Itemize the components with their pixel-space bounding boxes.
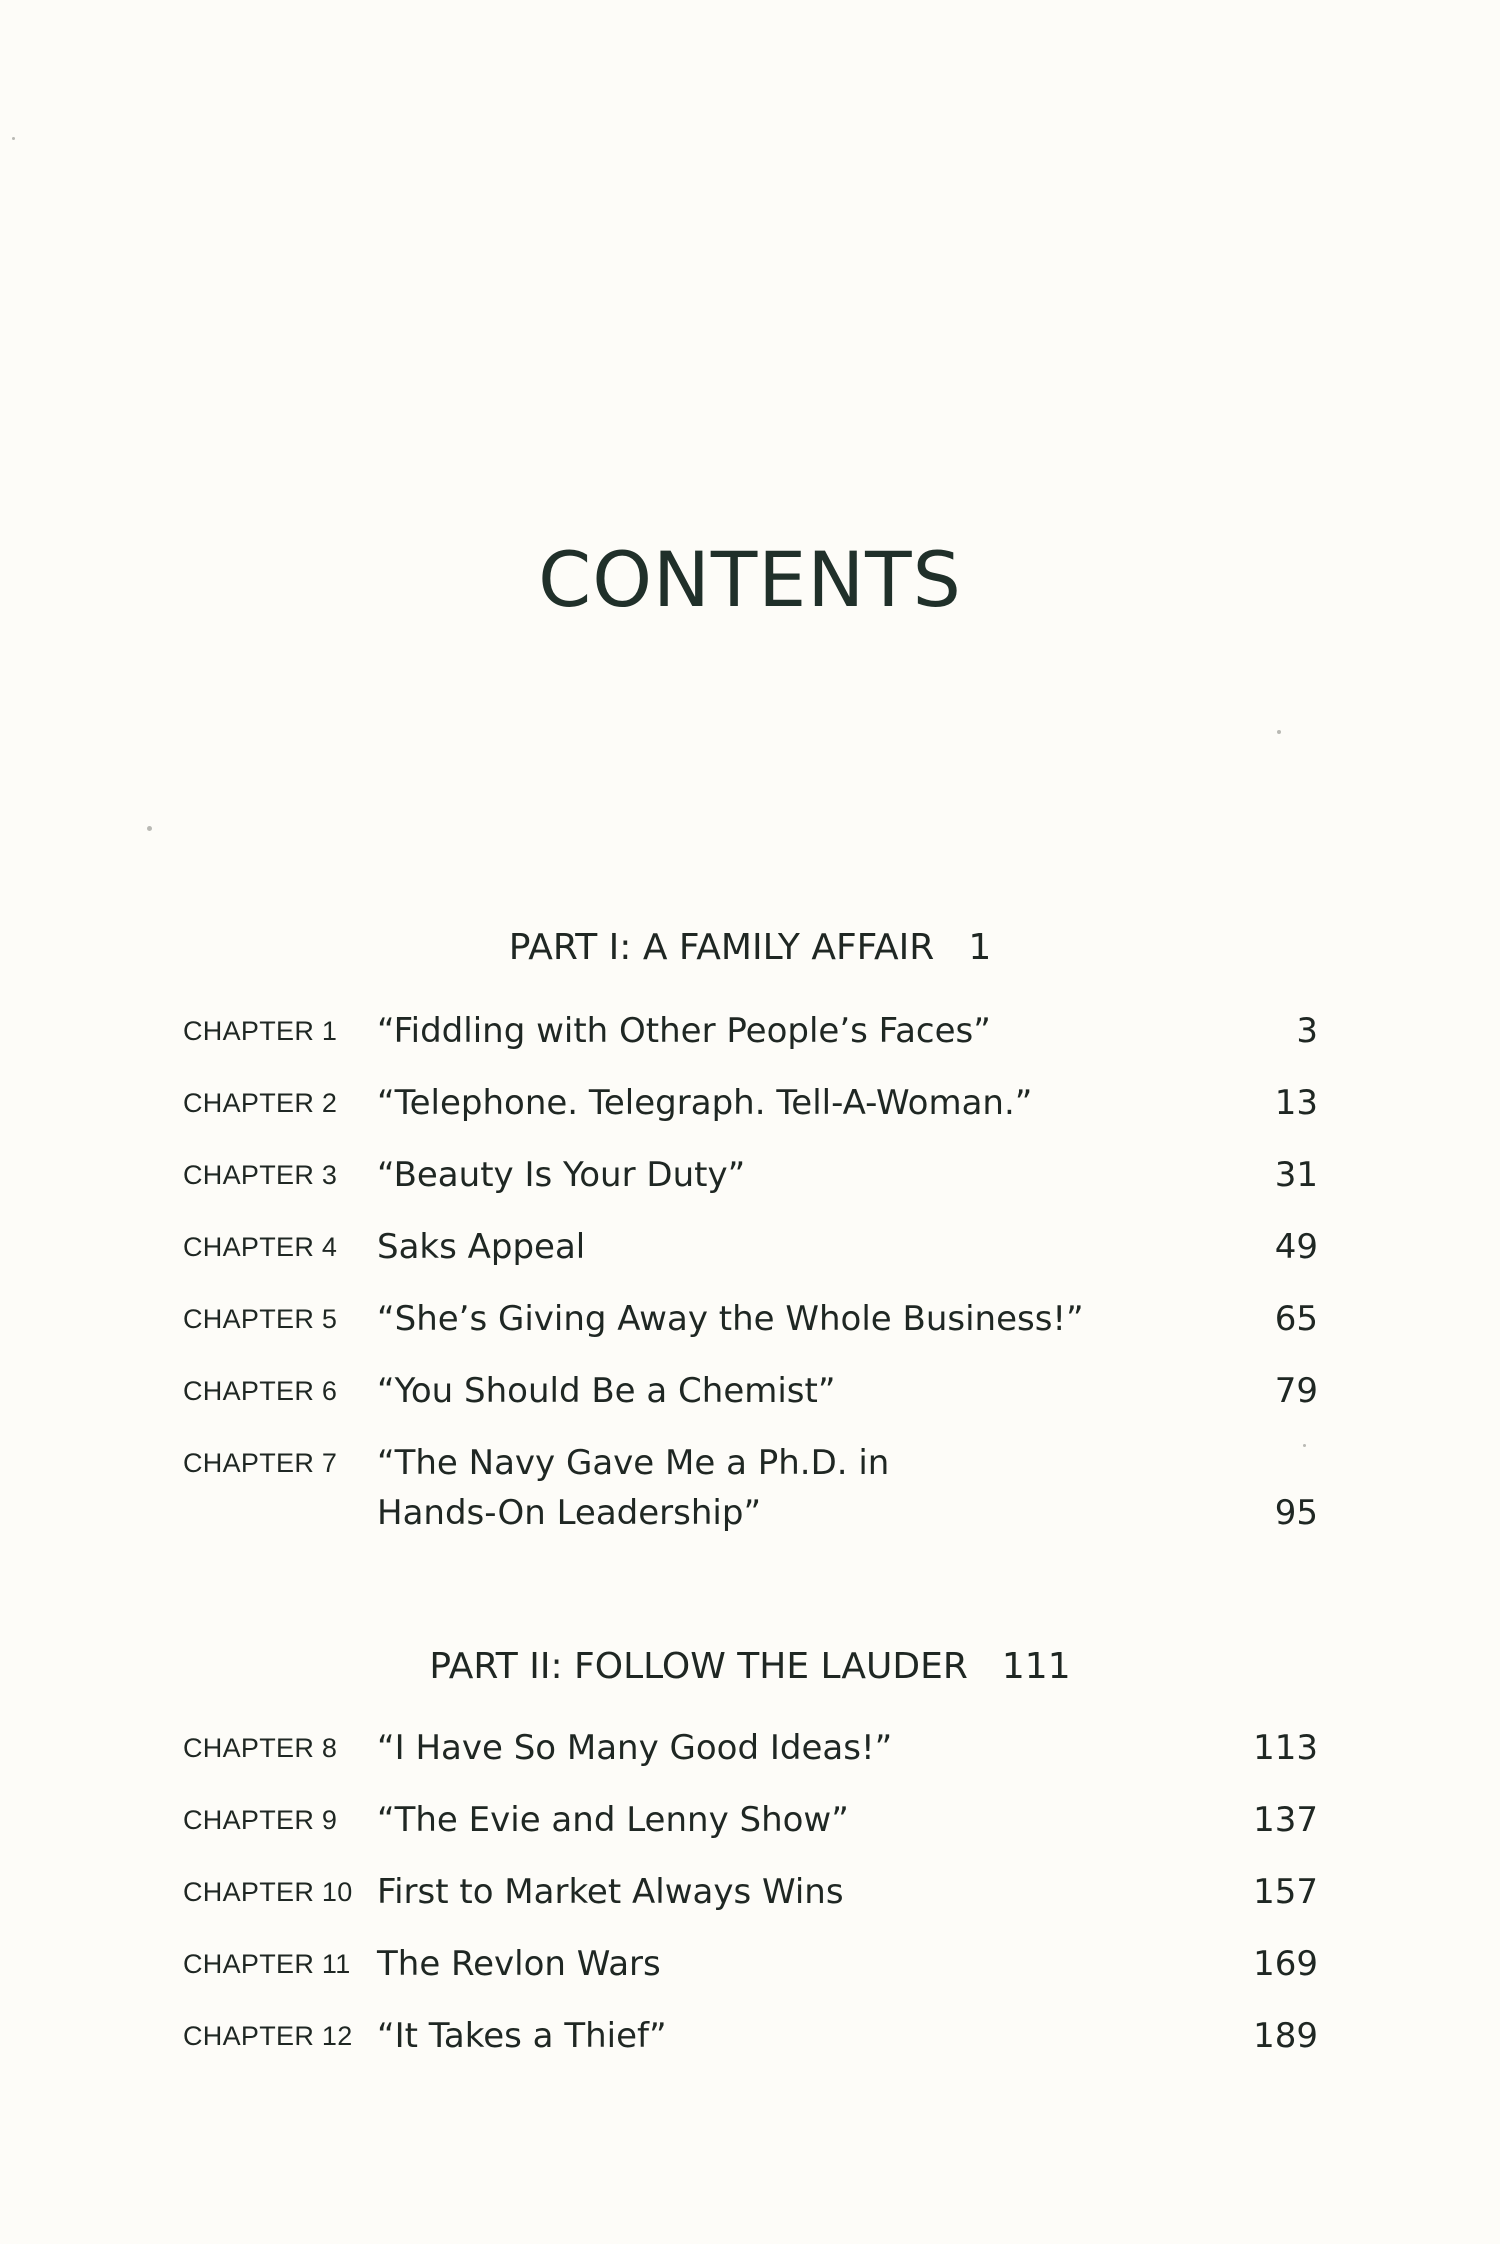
scan-speck — [1303, 1444, 1306, 1447]
chapter-label: CHAPTER 9 — [183, 1805, 338, 1835]
part-label: PART II: FOLLOW THE LAUDER — [429, 1646, 968, 1687]
chapter-page-number: 31 — [1274, 1155, 1318, 1195]
chapter-page-number: 49 — [1274, 1227, 1318, 1267]
chapter-row — [0, 1432, 1500, 1532]
chapter-row — [0, 1933, 1500, 2005]
chapter-page-number: 65 — [1274, 1299, 1318, 1339]
chapter-label: CHAPTER 2 — [183, 1088, 338, 1118]
chapter-label: CHAPTER 7 — [183, 1448, 338, 1478]
scan-speck — [1277, 730, 1281, 734]
part-page-number: 1 — [968, 927, 992, 968]
chapter-row — [0, 1000, 1500, 1072]
chapter-page-number: 157 — [1253, 1872, 1318, 1912]
chapter-row — [0, 2005, 1500, 2077]
part-label: PART I: A FAMILY AFFAIR — [508, 927, 935, 968]
chapter-row — [0, 1144, 1500, 1216]
chapter-page-number: 189 — [1253, 2016, 1318, 2056]
chapter-row — [0, 1861, 1500, 1933]
chapter-row — [0, 1216, 1500, 1288]
chapter-label: CHAPTER 6 — [183, 1376, 338, 1406]
chapter-title: “The Evie and Lenny Show” — [377, 1800, 849, 1840]
chapter-title: “I Have So Many Good Ideas!” — [377, 1728, 893, 1768]
chapter-title: “She’s Giving Away the Whole Business!” — [377, 1299, 1084, 1339]
page-title: CONTENTS — [538, 535, 962, 624]
chapter-title: “The Navy Gave Me a Ph.D. in Hands-On Leadership” — [377, 1443, 890, 1533]
chapter-page-number: 95 — [1274, 1493, 1318, 1533]
chapter-row — [0, 1789, 1500, 1861]
chapter-row — [0, 1288, 1500, 1360]
chapter-page-number: 13 — [1274, 1083, 1318, 1123]
chapter-page-number: 137 — [1253, 1800, 1318, 1840]
chapter-label: CHAPTER 1 — [183, 1016, 338, 1046]
chapter-title: “Fiddling with Other People’s Faces” — [377, 1011, 991, 1051]
chapter-label: CHAPTER 11 — [183, 1949, 351, 1979]
chapter-title: Saks Appeal — [377, 1227, 586, 1267]
chapter-title: First to Market Always Wins — [377, 1872, 844, 1912]
chapter-list — [0, 1000, 1500, 1532]
chapter-title: “Telephone. Telegraph. Tell-A-Woman.” — [377, 1083, 1033, 1123]
scan-speck — [12, 137, 15, 140]
part-heading — [0, 1644, 1500, 1690]
chapter-page-number: 3 — [1296, 1011, 1318, 1051]
chapter-row — [0, 1360, 1500, 1432]
chapter-row — [0, 1717, 1500, 1789]
chapter-label: CHAPTER 10 — [183, 1877, 353, 1907]
chapter-page-number: 113 — [1253, 1728, 1318, 1768]
chapter-page-number: 79 — [1274, 1371, 1318, 1411]
chapter-title: “It Takes a Thief” — [377, 2016, 667, 2056]
chapter-label: CHAPTER 8 — [183, 1733, 338, 1763]
scan-speck — [147, 826, 152, 831]
chapter-label: CHAPTER 12 — [183, 2021, 353, 2051]
chapter-page-number: 169 — [1253, 1944, 1318, 1984]
chapter-label: CHAPTER 4 — [183, 1232, 338, 1262]
chapter-title: The Revlon Wars — [377, 1944, 661, 1984]
chapter-title: “Beauty Is Your Duty” — [377, 1155, 746, 1195]
chapter-label: CHAPTER 3 — [183, 1160, 338, 1190]
chapter-list — [0, 1717, 1500, 2077]
chapter-label: CHAPTER 5 — [183, 1304, 338, 1334]
chapter-title: “You Should Be a Chemist” — [377, 1371, 836, 1411]
part-heading — [0, 925, 1500, 971]
part-page-number: 111 — [1001, 1646, 1071, 1687]
chapter-row — [0, 1072, 1500, 1144]
